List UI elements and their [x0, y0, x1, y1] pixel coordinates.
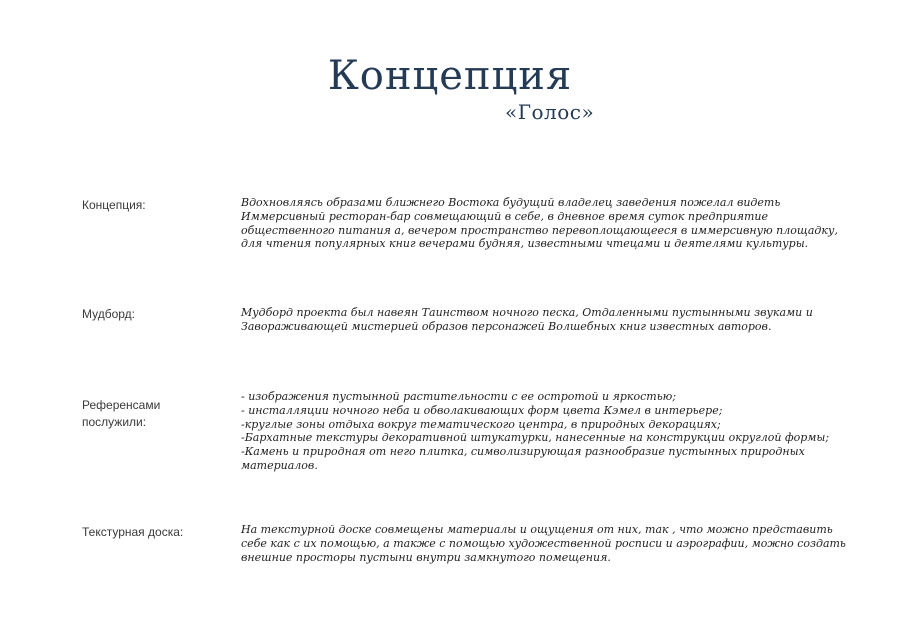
- text-line: На текстурной доске совмещены материалы и ощущения от них, так , что можно представить: [241, 523, 833, 536]
- section-label-moodboard: Мудборд:: [82, 307, 136, 321]
- list-item: - инсталляции ночного неба и обволакивающих форм цвета Кэмел в интерьере;: [241, 403, 723, 417]
- text-line: Иммерсивный ресторан-бар совмещающий в себе, в дневное время суток предприятие: [241, 209, 769, 223]
- section-text-moodboard: [241, 306, 841, 334]
- text-line: для чтения популярных книг вечерами будняя, известными чтецами и деятелями культуры.: [241, 237, 809, 251]
- section-label-references: Референсами послужили:: [82, 398, 161, 430]
- text-line: Мудборд проекта был навеян Таинством ночного песка, Отдаленными пустынными звуками и: [241, 306, 813, 319]
- list-item: -Бархатные текстуры декоративной штукатурки, нанесенные на конструкции округлой формы;: [241, 431, 830, 445]
- list-item: - изображения пустынной растительности с ее остротой и яркостью;: [241, 390, 677, 403]
- text-line: внешние просторы пустыни внутри замкнутого помещения.: [241, 550, 611, 564]
- section-text-texture-board: [241, 523, 846, 564]
- list-item: -круглые зоны отдыха вокруг тематического центра, в природных декорациях;: [241, 417, 721, 431]
- page-subtitle: «Голос»: [505, 100, 595, 124]
- section-text-concept: [241, 196, 841, 251]
- list-item: -Камень и природная от него плитка, символизирующая разнообразие пустынных природных: [241, 445, 805, 458]
- section-label-concept: Концепция:: [82, 198, 146, 212]
- text-line: Вдохновляясь образами ближнего Востока будущий владелец заведения пожелал видеть: [241, 196, 781, 209]
- list-item: материалов.: [241, 458, 318, 472]
- text-line: Завораживающей мистерией образов персонажей Волшебных книг известных авторов.: [241, 319, 772, 333]
- page-title: Концепция: [327, 53, 573, 99]
- section-text-references: [241, 390, 841, 473]
- section-label-texture-board: Текстурная доска:: [82, 525, 184, 539]
- text-line: общественного питания а, вечером пространство перевоплощающееся в иммерсивную площадку,: [241, 223, 838, 237]
- text-line: себе как с их помощью, а также с помощью художественной росписи и аэрографии, можно создать: [241, 536, 846, 550]
